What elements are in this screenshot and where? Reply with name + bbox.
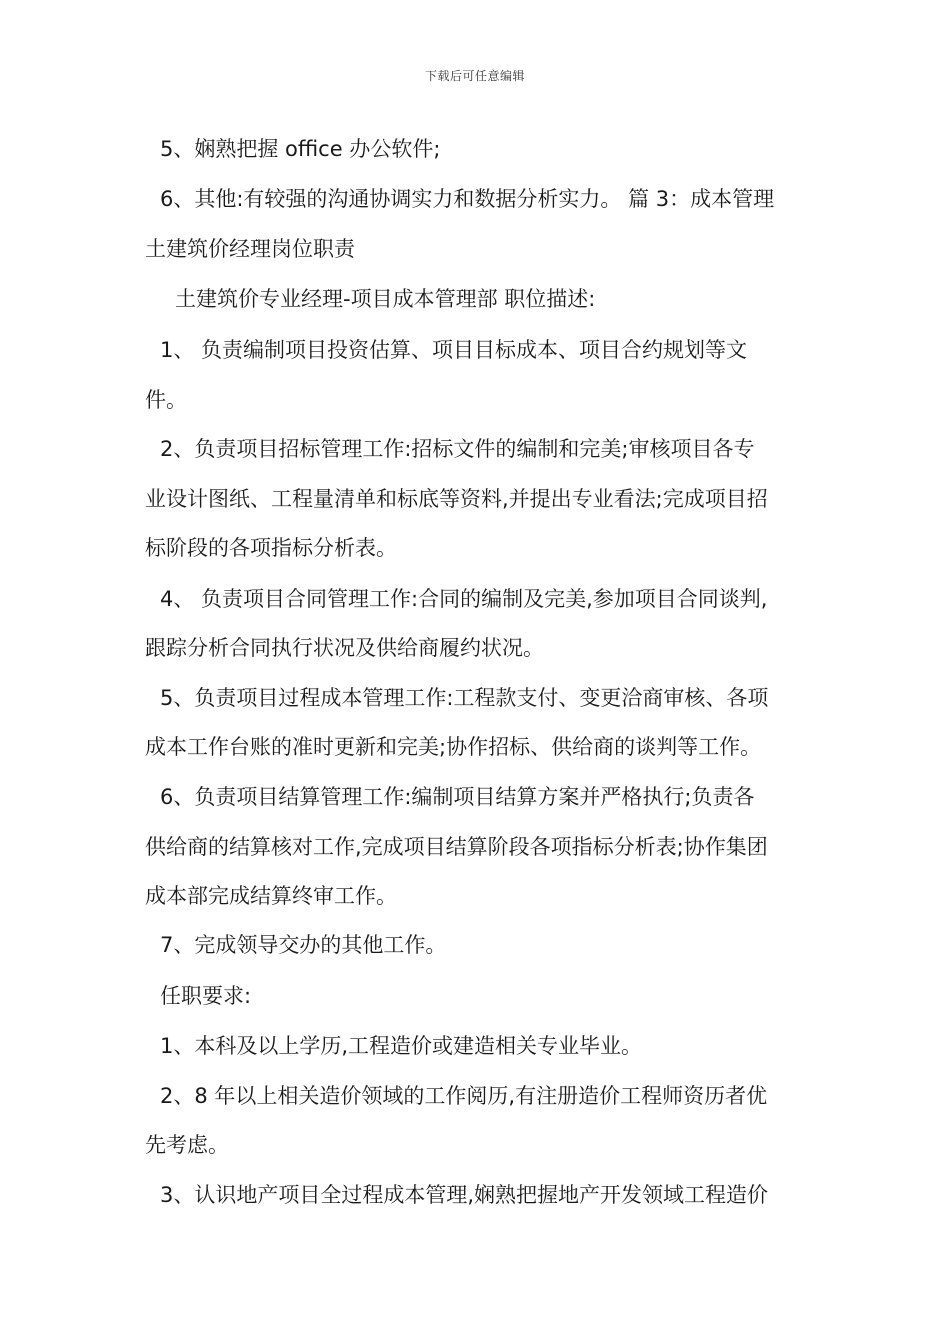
text-line: 5、负责项目过程成本管理工作:工程款支付、变更洽商审核、各项	[160, 686, 769, 710]
text-line: 标阶段的各项指标分析表。	[145, 536, 397, 560]
text-line: 2、8 年以上相关造价领域的工作阅历,有注册造价工程师资历者优	[160, 1084, 768, 1108]
page-header: 下载后可任意编辑	[424, 69, 525, 83]
text-line: 3、认识地产项目全过程成本管理,娴熟把握地产开发领域工程造价	[160, 1183, 769, 1207]
text-line: 4、 负责项目合同管理工作:合同的编制及完美,参加项目合同谈判,	[160, 587, 768, 611]
text-line: 件。	[145, 388, 187, 412]
text-line: 成本工作台账的准时更新和完美;协作招标、供给商的谈判等工作。	[145, 735, 762, 759]
text-line: 土建筑价经理岗位职责	[145, 237, 355, 261]
text-line: 6、其他:有较强的沟通协调实力和数据分析实力。 篇 3：成本管理	[160, 187, 775, 211]
text-line: 先考虑。	[145, 1133, 229, 1157]
text-line: 6、负责项目结算管理工作:编制项目结算方案并严格执行;负责各	[160, 785, 755, 809]
text-line: 5、娴熟把握 office 办公软件;	[160, 137, 441, 161]
text-line: 供给商的结算核对工作,完成项目结算阶段各项指标分析表;协作集团	[145, 835, 768, 859]
section-title: 任职要求:	[160, 984, 252, 1008]
text-line: 7、完成领导交办的其他工作。	[160, 933, 447, 957]
text-line: 成本部完成结算终审工作。	[145, 884, 397, 908]
text-line: 业设计图纸、工程量清单和标底等资料,并提出专业看法;完成项目招	[145, 487, 768, 511]
text-line: 1、本科及以上学历,工程造价或建造相关专业毕业。	[160, 1034, 643, 1058]
text-line: 1、 负责编制项目投资估算、项目目标成本、项目合约规划等文	[160, 338, 748, 362]
text-line: 2、负责项目招标管理工作:招标文件的编制和完美;审核项目各专	[160, 437, 755, 461]
section-title: 土建筑价专业经理-项目成本管理部 职位描述:	[175, 287, 596, 311]
text-line: 跟踪分析合同执行状况及供给商履约状况。	[145, 636, 544, 660]
